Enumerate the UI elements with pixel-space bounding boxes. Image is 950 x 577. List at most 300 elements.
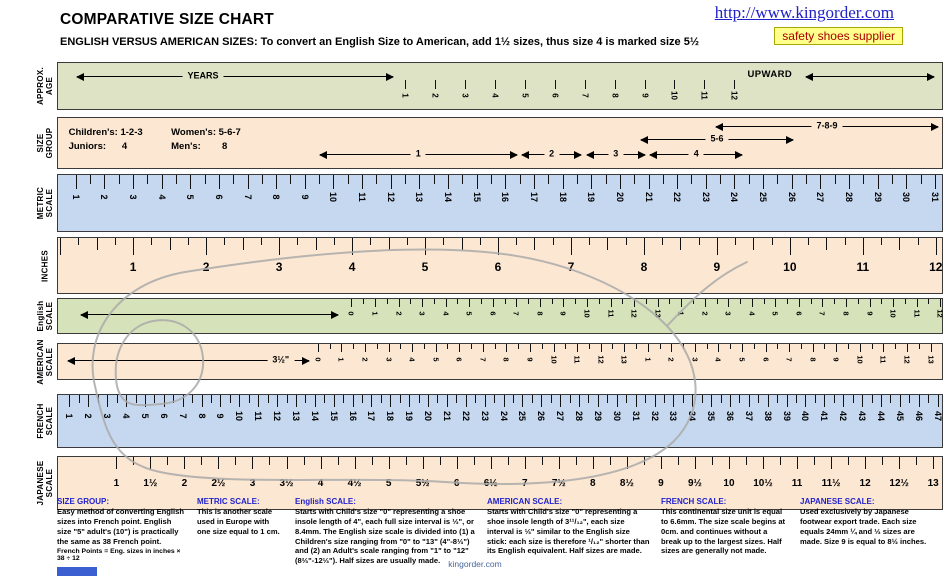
major-tick — [763, 457, 764, 469]
footer-site-link[interactable]: kingorder.com — [448, 559, 502, 569]
major-tick — [593, 457, 594, 469]
major-tick — [505, 175, 506, 189]
tick-label: 11 — [912, 309, 922, 318]
minor-tick — [494, 395, 495, 403]
band-inches — [57, 237, 943, 294]
tick-label: 11½ — [821, 478, 841, 489]
tick-label: 0 — [313, 357, 323, 362]
tick-label: 13 — [926, 355, 935, 364]
tick-label: 11 — [572, 355, 582, 364]
minor-tick — [599, 299, 600, 304]
website-url-link[interactable]: http://www.kingorder.com — [714, 3, 894, 22]
minor-tick — [235, 457, 236, 465]
tick-label: 1 — [64, 413, 75, 419]
minor-tick — [434, 299, 435, 304]
major-tick — [239, 395, 240, 407]
tick-label: 26 — [786, 191, 797, 203]
major-tick — [412, 344, 413, 352]
minor-tick — [858, 299, 859, 304]
description-body: Used exclusively by Japanese footwear export trade. Each size equals 24mm ¼ and ⅓ sizes are made. Size 9 is equal to 8½ inches. — [800, 507, 927, 546]
minor-tick — [508, 457, 509, 465]
tick-label: 25 — [517, 410, 528, 422]
minor-tick — [626, 238, 627, 245]
arrow-label: 2 — [544, 149, 559, 160]
minor-tick — [577, 175, 578, 184]
major-tick — [711, 395, 712, 407]
tick-label: 5 — [421, 260, 429, 274]
band-size-group — [57, 117, 943, 169]
minor-tick — [443, 238, 444, 245]
minor-tick — [606, 175, 607, 184]
tick-label: 13 — [290, 410, 301, 422]
major-tick — [673, 395, 674, 407]
size-group-text: Juniors: 4 — [68, 141, 128, 152]
minor-tick — [777, 395, 778, 403]
major-tick — [749, 395, 750, 407]
minor-tick — [607, 395, 608, 403]
tick-label: 30 — [901, 191, 912, 203]
minor-tick — [607, 238, 608, 250]
minor-tick — [407, 238, 408, 245]
major-tick — [906, 175, 907, 189]
tick-label: 9 — [558, 311, 568, 316]
tick-label: 0 — [346, 311, 356, 316]
tick-label: 6 — [454, 357, 464, 362]
major-tick — [863, 238, 864, 255]
major-tick — [287, 457, 288, 469]
tick-label: 10 — [888, 309, 898, 318]
tick-label: 1 — [70, 194, 81, 200]
description-note: French Points = Eng. sizes in inches × 38 ÷ 12 — [57, 548, 181, 563]
minor-tick — [589, 344, 590, 349]
major-tick — [611, 299, 612, 307]
row-label-english — [33, 298, 57, 334]
minor-tick — [269, 457, 270, 465]
major-tick — [563, 175, 564, 189]
tick-label: 33 — [668, 410, 679, 422]
minor-tick — [154, 395, 155, 403]
range-arrow-3 — [586, 148, 646, 159]
tick-label: 3 — [417, 311, 427, 316]
tick-label: 5 — [185, 194, 196, 200]
minor-tick — [845, 238, 846, 245]
tick-label: 29 — [872, 191, 883, 203]
tick-label: 12 — [729, 91, 739, 100]
tick-label: 4 — [121, 413, 132, 419]
description-french-scale — [661, 497, 800, 566]
minor-tick — [334, 238, 335, 245]
row-label-american — [33, 338, 57, 385]
tick-label: 1 — [336, 357, 346, 362]
minor-tick — [151, 238, 152, 245]
tick-label: 9 — [658, 478, 664, 489]
minor-tick — [928, 299, 929, 304]
major-tick — [935, 175, 936, 189]
minor-tick — [720, 175, 721, 184]
minor-tick — [513, 395, 514, 403]
arrow-line — [806, 76, 934, 77]
minor-tick — [405, 175, 406, 184]
major-tick — [899, 457, 900, 469]
minor-tick — [324, 395, 325, 403]
major-tick — [729, 457, 730, 469]
major-tick — [671, 344, 672, 352]
major-tick — [627, 457, 628, 469]
tick-label: 12½ — [889, 478, 909, 489]
description-english-scale — [295, 497, 487, 566]
major-tick — [219, 175, 220, 189]
major-tick — [504, 395, 505, 407]
minor-tick — [739, 395, 740, 403]
minor-tick — [353, 344, 354, 349]
major-tick — [919, 395, 920, 407]
minor-tick — [224, 238, 225, 245]
major-tick — [846, 299, 847, 307]
row-label-text: METRIC SCALE — [36, 186, 54, 220]
minor-tick — [753, 238, 754, 250]
tick-label: 1 — [643, 357, 653, 362]
tick-label: 7 — [567, 260, 575, 274]
major-tick — [498, 238, 499, 255]
minor-tick — [905, 299, 906, 304]
minor-tick — [440, 457, 441, 465]
tick-label: 18 — [557, 191, 568, 203]
minor-tick — [796, 395, 797, 403]
major-tick — [516, 299, 517, 307]
row-label-text: SIZE GROUP — [36, 127, 54, 159]
description-body: Easy method of converting English sizes into French point. English size "5" adult's (10") is practically the same as 38 French point. — [57, 507, 185, 546]
major-tick — [645, 80, 646, 89]
tick-label: 35 — [706, 410, 717, 422]
description-heading: FRENCH SCALE: — [661, 497, 727, 506]
major-tick — [522, 395, 523, 407]
description-body: This is another scale used in Europe with one size equal to 1 cm. — [197, 507, 280, 536]
minor-tick — [552, 299, 553, 304]
minor-tick — [707, 344, 708, 349]
minor-tick — [147, 175, 148, 184]
major-tick — [334, 395, 335, 407]
tick-label: 4 — [441, 311, 451, 316]
tick-label: 5 — [385, 478, 392, 489]
tick-label: 19 — [404, 410, 415, 422]
tick-label: 9 — [525, 357, 535, 362]
minor-tick — [201, 457, 202, 465]
description-body: Starts with Child's size "0" representing a shoe insole length of 3¹¹/₁₂", each size interval is ⅓" similar to the English size stick: each size is therefore ¹/₁₂" shorter than its English equivalent. Half sizes are made. — [487, 507, 650, 556]
major-tick — [218, 457, 219, 469]
major-tick — [717, 238, 718, 255]
major-tick — [116, 457, 117, 469]
major-tick — [931, 344, 932, 352]
major-tick — [790, 238, 791, 255]
tick-label: 6 — [158, 413, 169, 419]
tick-label: 6 — [494, 260, 502, 274]
major-tick — [831, 457, 832, 469]
major-tick — [126, 395, 127, 407]
minor-tick — [834, 299, 835, 304]
minor-tick — [387, 299, 388, 304]
band-french — [57, 394, 943, 448]
minor-tick — [343, 395, 344, 403]
major-tick — [457, 457, 458, 469]
minor-tick — [372, 457, 373, 465]
minor-tick — [918, 238, 919, 245]
tick-label: 47 — [932, 410, 943, 422]
minor-tick — [475, 395, 476, 403]
major-tick — [423, 457, 424, 469]
major-tick — [695, 457, 696, 469]
minor-tick — [176, 175, 177, 184]
minor-tick — [495, 344, 496, 349]
minor-tick — [746, 457, 747, 465]
major-tick — [917, 299, 918, 307]
major-tick — [541, 395, 542, 407]
major-tick — [447, 395, 448, 407]
minor-tick — [872, 395, 873, 403]
minor-tick — [848, 457, 849, 465]
tick-label: 13 — [653, 309, 663, 318]
minor-tick — [916, 457, 917, 465]
minor-tick — [664, 395, 665, 403]
minor-tick — [90, 175, 91, 184]
tick-label: 9 — [865, 311, 875, 316]
minor-tick — [824, 344, 825, 349]
minor-tick — [921, 175, 922, 184]
tick-label: 8 — [640, 260, 648, 274]
major-tick — [469, 299, 470, 307]
major-tick — [799, 299, 800, 307]
band-age — [57, 62, 943, 110]
tick-label: 13 — [927, 478, 939, 489]
tick-label: 2 — [99, 194, 110, 200]
major-tick — [202, 395, 203, 407]
minor-tick — [834, 395, 835, 403]
tick-label: 4 — [407, 357, 417, 362]
tick-label: 4 — [713, 357, 723, 362]
major-tick — [624, 344, 625, 352]
major-tick — [495, 80, 496, 89]
minor-tick — [735, 238, 736, 245]
major-tick — [184, 457, 185, 469]
minor-tick — [717, 299, 718, 304]
major-tick — [695, 344, 696, 352]
major-tick — [315, 395, 316, 407]
minor-tick — [330, 344, 331, 349]
major-tick — [351, 299, 352, 307]
tick-label: 11 — [699, 91, 709, 100]
minor-tick — [400, 395, 401, 403]
major-tick — [598, 395, 599, 407]
tick-label: 23 — [479, 410, 490, 422]
major-tick — [258, 395, 259, 407]
major-tick — [862, 395, 863, 407]
major-tick — [559, 457, 560, 469]
tick-label: 12 — [859, 478, 871, 489]
major-tick — [435, 80, 436, 89]
major-tick — [352, 238, 353, 255]
major-tick — [836, 344, 837, 352]
minor-tick — [882, 457, 883, 465]
major-tick — [617, 395, 618, 407]
tick-label: 7 — [784, 357, 794, 362]
tick-label: 2½ — [211, 478, 226, 489]
tick-label: 7 — [580, 93, 590, 98]
tick-label: 34 — [687, 410, 698, 422]
major-tick — [305, 175, 306, 189]
arrow-right-head — [735, 151, 743, 159]
tick-label: 5 — [770, 311, 780, 316]
tick-label: 6 — [761, 357, 771, 362]
tick-label: 12 — [596, 355, 606, 364]
minor-tick — [646, 299, 647, 304]
minor-tick — [890, 395, 891, 403]
row-label-text: APPROX. AGE — [36, 66, 54, 106]
tick-label: 21 — [441, 410, 452, 422]
minor-tick — [636, 344, 637, 349]
major-tick — [820, 175, 821, 189]
minor-tick — [188, 238, 189, 245]
major-tick — [577, 344, 578, 352]
tick-label: 2 — [202, 260, 210, 274]
major-tick — [459, 344, 460, 352]
tick-label: 14 — [443, 191, 454, 203]
major-tick — [365, 344, 366, 352]
major-tick — [491, 457, 492, 469]
major-tick — [409, 395, 410, 407]
minor-tick — [230, 395, 231, 403]
tick-label: 6 — [453, 478, 460, 489]
major-tick — [907, 344, 908, 352]
major-tick — [728, 299, 729, 307]
major-tick — [190, 175, 191, 189]
minor-tick — [233, 175, 234, 184]
tick-label: 41 — [819, 410, 830, 422]
minor-tick — [534, 238, 535, 250]
footer-blue-bar — [57, 567, 97, 576]
tick-label: 25 — [758, 191, 769, 203]
tick-label: 31 — [929, 191, 940, 203]
tick-label: 10 — [669, 91, 679, 100]
size-scales-chart — [33, 62, 943, 510]
tick-label: 1 — [400, 93, 410, 98]
tick-label: 2 — [83, 413, 94, 419]
arrow-right-head — [574, 151, 582, 159]
minor-tick — [565, 344, 566, 349]
tick-label: 28 — [574, 410, 585, 422]
major-tick — [525, 80, 526, 89]
tick-label: 1 — [113, 478, 120, 489]
description-metric-scale — [197, 497, 295, 566]
description-heading: English SCALE: — [295, 497, 356, 506]
tick-label: 4 — [156, 194, 167, 200]
minor-tick — [520, 175, 521, 184]
minor-tick — [136, 395, 137, 403]
major-tick — [677, 175, 678, 189]
minor-tick — [78, 238, 79, 245]
major-tick — [466, 395, 467, 407]
arrow-label: 1 — [411, 149, 426, 160]
row-label-text: INCHES — [40, 249, 50, 282]
major-tick — [560, 395, 561, 407]
minor-tick — [693, 299, 694, 304]
tick-label: 7 — [521, 478, 528, 489]
minor-tick — [749, 175, 750, 184]
tick-label: 1 — [370, 311, 380, 316]
minor-tick — [575, 299, 576, 304]
minor-tick — [532, 395, 533, 403]
major-tick — [465, 80, 466, 89]
tick-label: 3 — [102, 413, 113, 419]
tick-label: 11 — [791, 478, 803, 489]
arrow-right-head — [302, 357, 310, 365]
tick-label: 7 — [478, 357, 488, 362]
tick-label: 26 — [536, 410, 547, 422]
tick-label: 13 — [619, 355, 629, 364]
minor-tick — [712, 457, 713, 465]
major-tick — [150, 457, 151, 469]
tick-label: 15 — [471, 191, 482, 203]
tick-label: 6 — [550, 93, 560, 98]
minor-tick — [662, 238, 663, 245]
major-tick — [145, 395, 146, 407]
tick-label: 4 — [317, 478, 324, 489]
tick-label: 44 — [875, 410, 886, 422]
major-tick — [579, 395, 580, 407]
major-tick — [742, 344, 743, 352]
major-tick — [768, 395, 769, 407]
tick-label: 29 — [592, 410, 603, 422]
major-tick — [634, 299, 635, 307]
minor-tick — [480, 238, 481, 245]
major-tick — [554, 344, 555, 352]
minor-tick — [881, 299, 882, 304]
major-tick — [734, 80, 735, 89]
major-tick — [104, 175, 105, 189]
tick-label: 2 — [181, 478, 188, 489]
tick-label: 2 — [360, 357, 370, 362]
minor-tick — [205, 175, 206, 184]
major-tick — [692, 395, 693, 407]
major-tick — [493, 299, 494, 307]
tick-label: 3 — [723, 311, 733, 316]
size-group-text: Men's: 8 — [171, 141, 228, 152]
tick-label: 17 — [528, 191, 539, 203]
row-label-metric — [33, 174, 57, 232]
minor-tick — [644, 457, 645, 465]
major-tick — [706, 175, 707, 189]
tick-label: 11 — [606, 309, 616, 318]
major-tick — [277, 395, 278, 407]
tick-label: 10 — [855, 355, 865, 364]
arrow-right-head — [786, 136, 794, 144]
major-tick — [870, 299, 871, 307]
tick-label: 8 — [196, 413, 207, 419]
tick-label: 15 — [328, 410, 339, 422]
minor-tick — [528, 299, 529, 304]
major-tick — [615, 80, 616, 89]
minor-tick — [612, 344, 613, 349]
tick-label: 12 — [385, 191, 396, 203]
minor-tick — [316, 238, 317, 250]
major-tick — [60, 238, 61, 255]
major-tick — [563, 299, 564, 307]
minor-tick — [730, 344, 731, 349]
major-tick — [878, 175, 879, 189]
major-tick — [865, 457, 866, 469]
major-tick — [333, 175, 334, 189]
major-tick — [644, 238, 645, 255]
minor-tick — [389, 238, 390, 250]
tick-label: 12 — [902, 355, 912, 364]
